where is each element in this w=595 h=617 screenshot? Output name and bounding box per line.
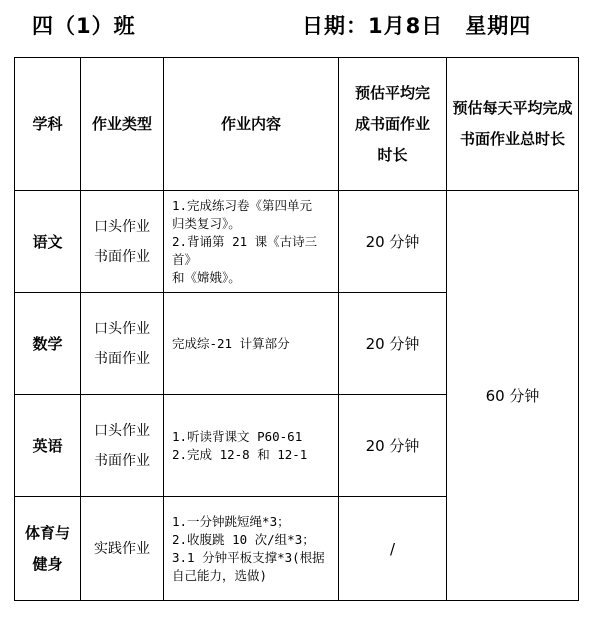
- content-line: 1.一分钟跳短绳*3；: [172, 513, 290, 529]
- content-line: 1.完成练习卷《第四单元: [172, 197, 313, 213]
- class-title: 四（1）班: [32, 14, 136, 38]
- content-line: 3.1 分钟平板支撑*3(根据: [172, 549, 325, 565]
- duration-cell: 20 分钟: [339, 395, 447, 497]
- content-line: 2.完成 12-8 和 12-1: [172, 446, 308, 462]
- type-label: 书面作业: [94, 350, 150, 367]
- col-header-subject: 学科: [15, 58, 81, 191]
- weekday-label: 星期四: [465, 14, 532, 38]
- content-line: 和《嫦娥》。: [172, 269, 241, 285]
- col-header-avg-duration-line: 成书面作业: [354, 114, 430, 133]
- content-cell: [164, 191, 339, 293]
- col-header-avg-duration-line: 时长: [377, 145, 408, 164]
- content-line: 2.收腹跳 10 次/组*3；: [172, 531, 315, 547]
- type-label: 书面作业: [94, 248, 150, 265]
- content-line: 2.背诵第 21 课《古诗三首》: [172, 233, 318, 267]
- duration-cell: /: [339, 497, 447, 601]
- subject-label: 体育与: [24, 523, 70, 542]
- type-label: 口头作业: [94, 320, 150, 337]
- subject-label: 英语: [32, 437, 63, 455]
- type-label: 口头作业: [94, 422, 150, 439]
- subject-label: 数学: [32, 335, 63, 353]
- type-cell: [81, 293, 164, 395]
- content-line: 自己能力，选做): [172, 567, 268, 583]
- type-cell: [81, 191, 164, 293]
- content-cell: [164, 293, 339, 395]
- subject-label: 语文: [32, 233, 63, 251]
- col-header-content: 作业内容: [164, 58, 339, 191]
- table-header-row: [15, 58, 579, 191]
- col-header-avg-duration-line: 预估平均完: [354, 83, 430, 102]
- type-label: 实践作业: [94, 540, 150, 557]
- col-header-type: 作业类型: [81, 58, 164, 191]
- content-line: 归类复习》。: [172, 215, 241, 231]
- type-label: 书面作业: [94, 452, 150, 469]
- content-line: 1.听读背课文 P60-61: [172, 428, 303, 444]
- table-row-chinese: [15, 191, 579, 293]
- col-header-total-duration-line: 预估每天平均完成: [452, 99, 573, 117]
- type-cell: [81, 497, 164, 601]
- content-line: 完成综-21 计算部分: [172, 335, 290, 351]
- total-duration-cell: 60 分钟: [447, 191, 579, 601]
- type-cell: [81, 395, 164, 497]
- col-header-total-duration-line: 书面作业总时长: [459, 130, 565, 148]
- subject-label: 健身: [32, 554, 63, 573]
- subject-cell: [15, 293, 81, 395]
- duration-cell: 20 分钟: [339, 293, 447, 395]
- subject-cell: [15, 191, 81, 293]
- col-header-avg-duration: [339, 58, 447, 191]
- col-header-total-duration: [447, 58, 579, 191]
- homework-table: [14, 57, 579, 601]
- date-label: 日期：1月8日: [302, 14, 444, 38]
- subject-cell: [15, 395, 81, 497]
- content-cell: [164, 497, 339, 601]
- type-label: 口头作业: [94, 218, 150, 235]
- subject-cell: [15, 497, 81, 601]
- date-line: [302, 10, 531, 40]
- duration-cell: 20 分钟: [339, 191, 447, 293]
- content-cell: [164, 395, 339, 497]
